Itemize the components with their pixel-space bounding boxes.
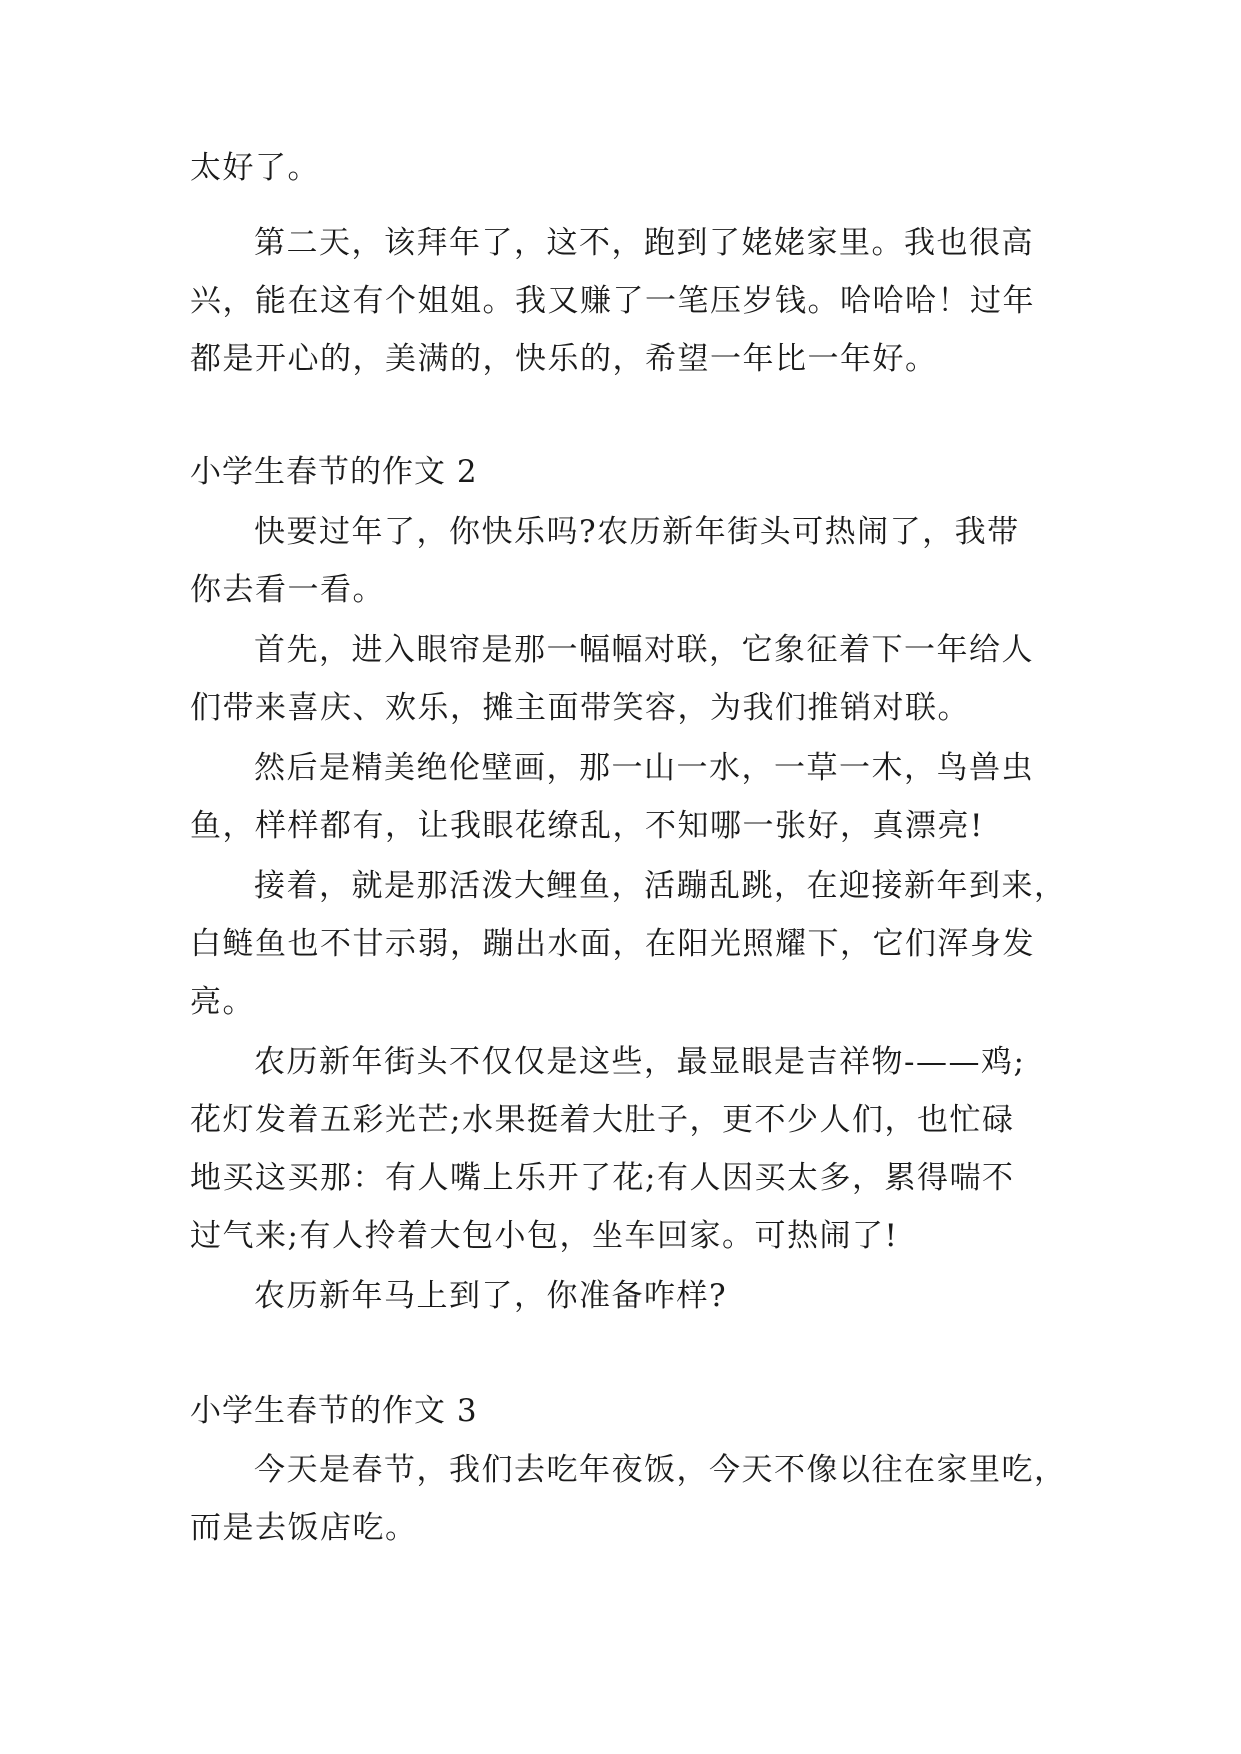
paragraph-line: 花灯发着五彩光芒;水果挺着大肚子，更不少人们，也忙碌 [190,1102,1015,1138]
paragraph-line: 亮。 [190,984,255,1020]
section-heading: 小学生春节的作文 2 [190,454,478,490]
paragraph-line: 农历新年马上到了，你准备咋样? [254,1278,728,1314]
paragraph-line: 农历新年街头不仅仅是这些，最显眼是吉祥物-——鸡; [254,1044,1026,1080]
paragraph-line: 而是去饭店吃。 [190,1510,418,1546]
paragraph-line: 快要过年了，你快乐吗?农历新年街头可热闹了，我带 [254,514,1020,550]
paragraph-line: 首先，进入眼帘是那一幅幅对联，它象征着下一年给人 [254,632,1034,668]
paragraph-line: 太好了。 [190,150,320,186]
paragraph-line: 都是开心的，美满的，快乐的，希望一年比一年好。 [190,341,938,377]
paragraph-line: 你去看一看。 [190,572,385,608]
paragraph-line: 接着，就是那活泼大鲤鱼，活蹦乱跳，在迎接新年到来， [254,868,1067,904]
paragraph-line: 今天是春节，我们去吃年夜饭，今天不像以往在家里吃， [254,1452,1067,1488]
paragraph-line: 第二天，该拜年了，这不，跑到了姥姥家里。我也很高 [254,225,1034,261]
paragraph-line: 过气来;有人拎着大包小包，坐车回家。可热闹了! [190,1218,899,1254]
paragraph-line: 鱼，样样都有，让我眼花缭乱，不知哪一张好，真漂亮! [190,808,984,844]
paragraph-line: 然后是精美绝伦壁画，那一山一水，一草一木，鸟兽虫 [254,750,1034,786]
section-heading: 小学生春节的作文 3 [190,1393,478,1429]
paragraph-line: 白鲢鱼也不甘示弱，蹦出水面，在阳光照耀下，它们浑身发 [190,926,1035,962]
paragraph-line: 们带来喜庆、欢乐，摊主面带笑容，为我们推销对联。 [190,690,970,726]
paragraph-line: 地买这买那：有人嘴上乐开了花;有人因买太多，累得喘不 [190,1160,1015,1196]
paragraph-line: 兴，能在这有个姐姐。我又赚了一笔压岁钱。哈哈哈！过年 [190,283,1035,319]
